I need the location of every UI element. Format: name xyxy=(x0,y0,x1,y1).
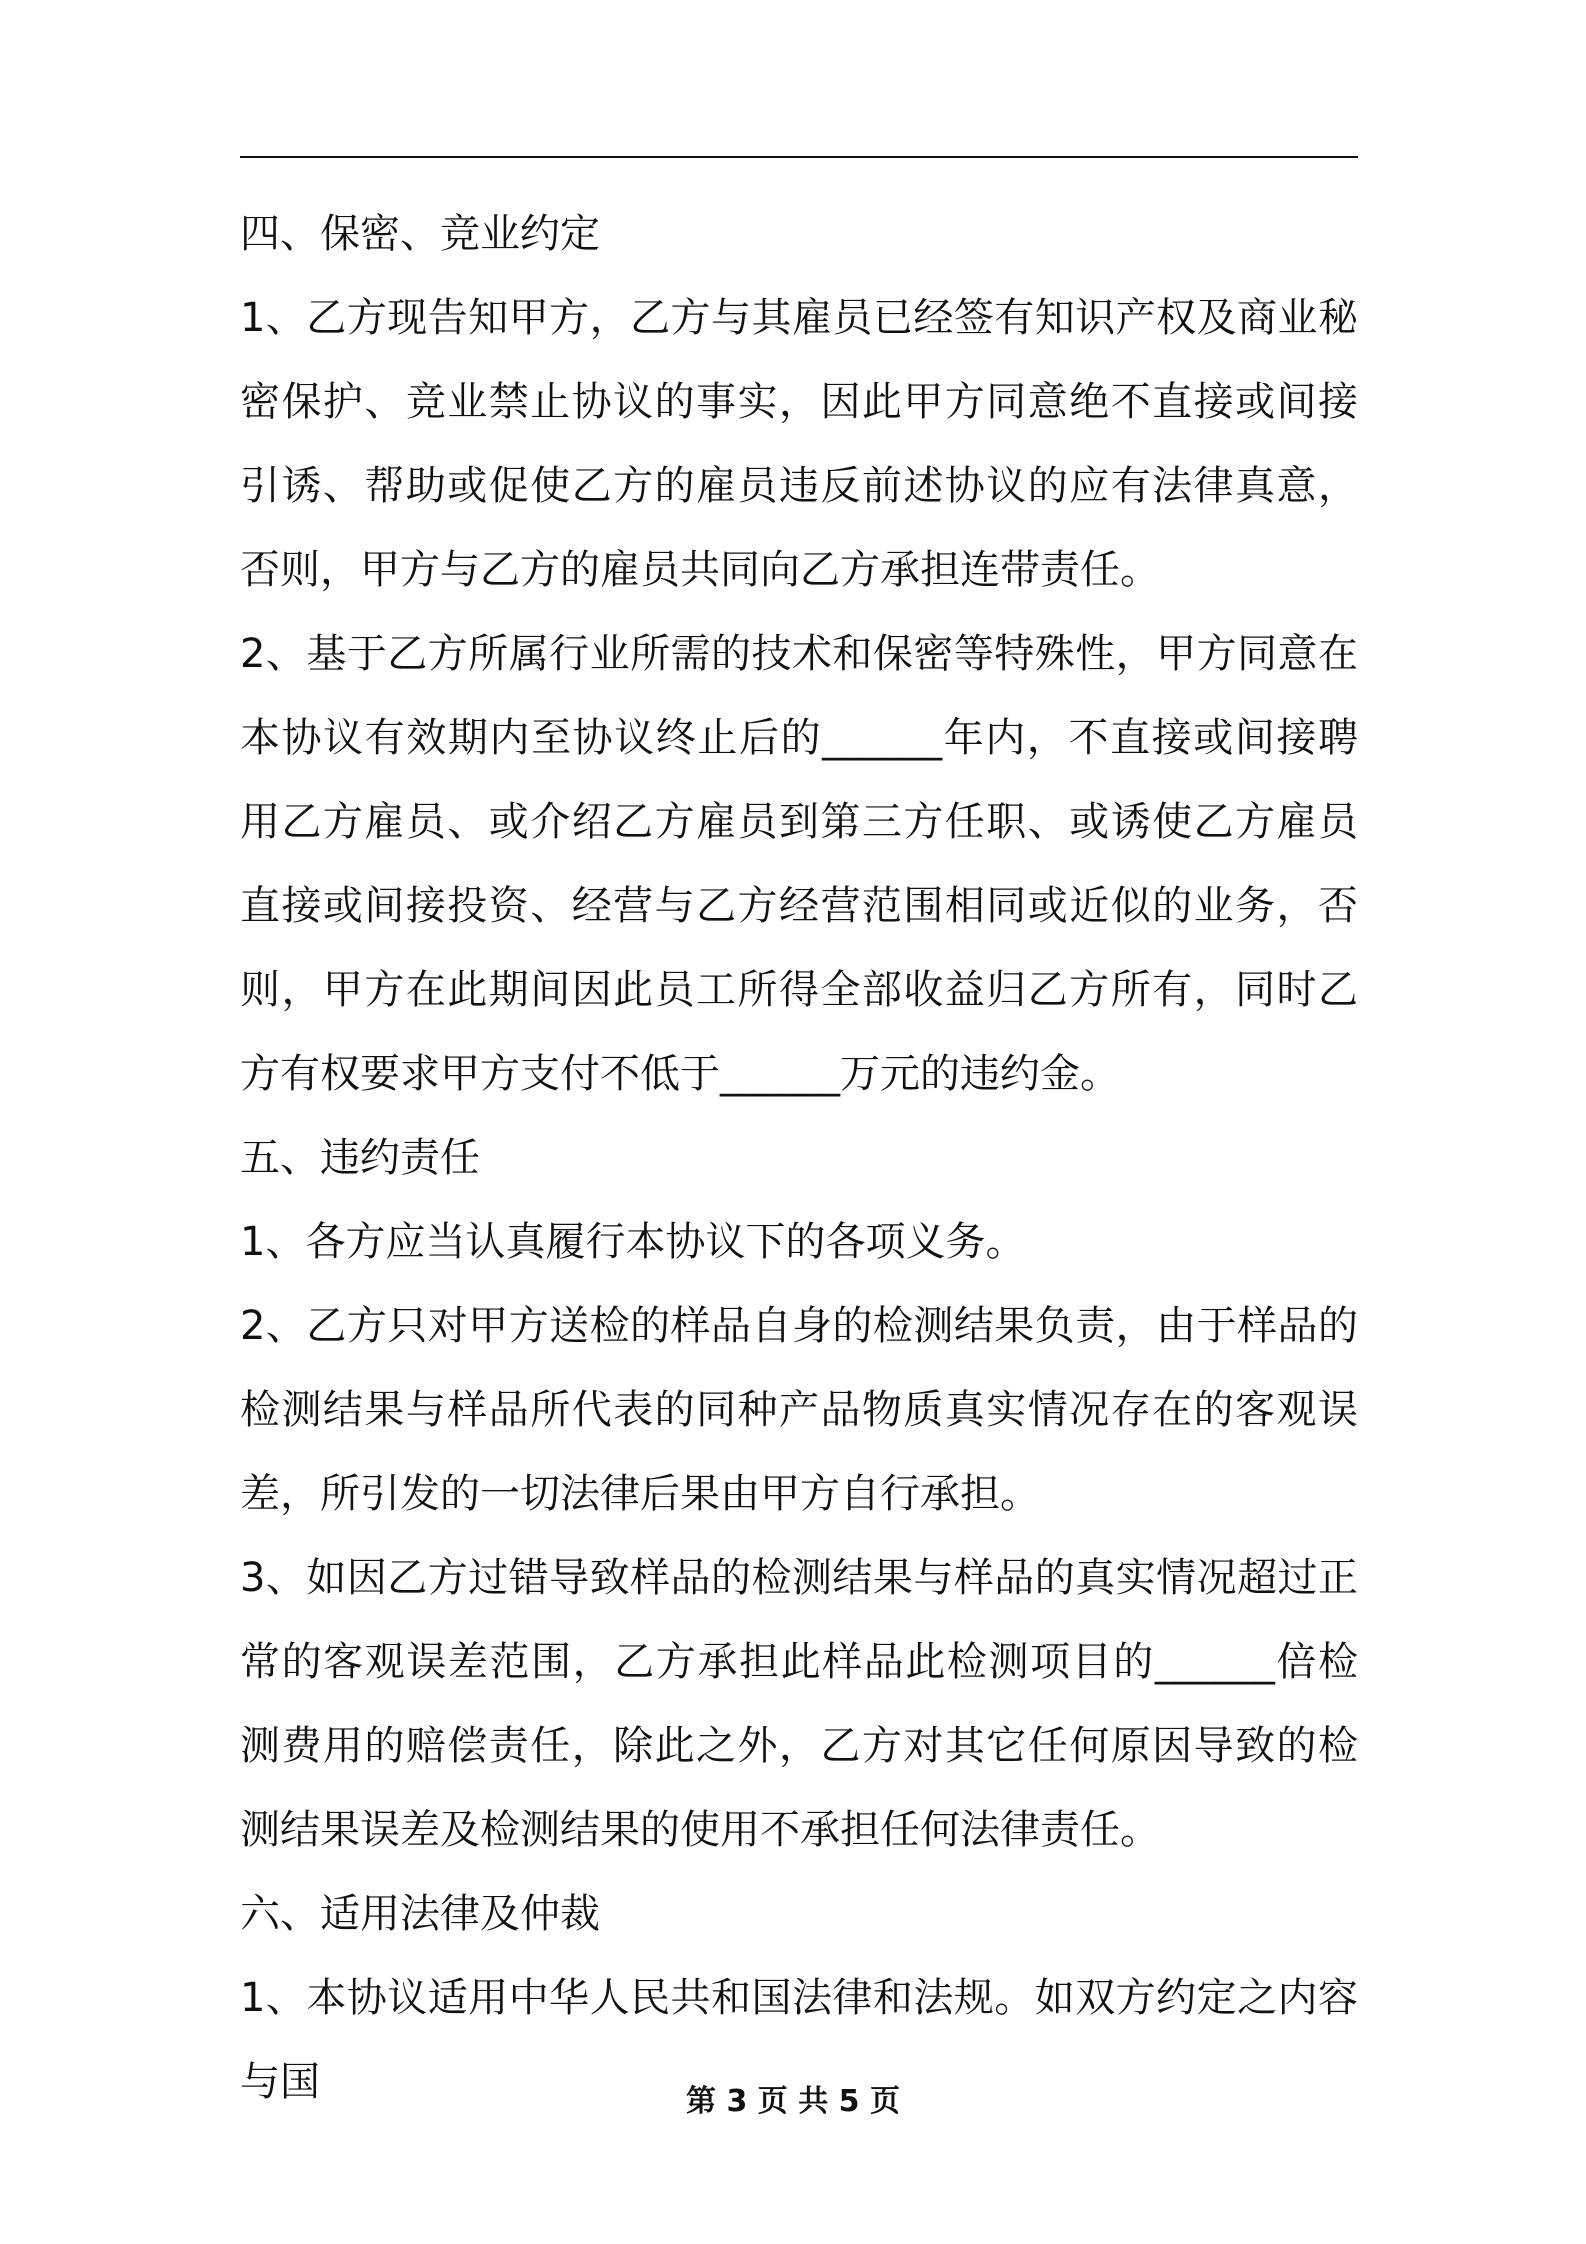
page-number-footer: 第 3 页 共 5 页 xyxy=(686,2084,900,2119)
paragraph-liability-2: 2、乙方只对甲方送检的样品自身的检测结果负责，由于样品的检测结果与样品所代表的同种产品物质真实情况存在的客观误差，所引发的一切法律后果由甲方自行承担。 xyxy=(240,1303,1358,1517)
section-heading-confidentiality: 四、保密、竞业约定 xyxy=(240,211,600,257)
header-rule xyxy=(240,156,1358,158)
paragraph-liability-3: 3、如因乙方过错导致样品的检测结果与样品的真实情况超过正常的客观误差范围，乙方承担此样品此检测项目的______倍检测费用的赔偿责任，除此之外，乙方对其它任何原因导致的检测结果误差及检测结果的使用不承担任何法律责任。 xyxy=(240,1555,1358,1853)
paragraph-confidentiality-2: 2、基于乙方所属行业所需的技术和保密等特殊性，甲方同意在本协议有效期内至协议终止后的______年内，不直接或间接聘用乙方雇员、或介绍乙方雇员到第三方任职、或诱使乙方雇员直接或间接投资、经营与乙方经营范围相同或近似的业务，否则，甲方在此期间因此员工所得全部收益归乙方所有，同时乙方有权要求甲方支付不低于______万元的违约金。 xyxy=(240,631,1358,1097)
document-body xyxy=(240,192,1358,2124)
section-heading-liability: 五、违约责任 xyxy=(240,1135,480,1181)
paragraph-governing-law-1: 1、本协议适用中华人民共和国法律和法规。如双方约定之内容与国 xyxy=(240,1975,1358,2105)
paragraph-liability-1: 1、各方应当认真履行本协议下的各项义务。 xyxy=(240,1219,1026,1265)
paragraph-confidentiality-1: 1、乙方现告知甲方，乙方与其雇员已经签有知识产权及商业秘密保护、竞业禁止协议的事实，因此甲方同意绝不直接或间接引诱、帮助或促使乙方的雇员违反前述协议的应有法律真意，否则，甲方与乙方的雇员共同向乙方承担连带责任。 xyxy=(240,295,1358,593)
section-heading-governing-law: 六、适用法律及仲裁 xyxy=(240,1891,600,1937)
